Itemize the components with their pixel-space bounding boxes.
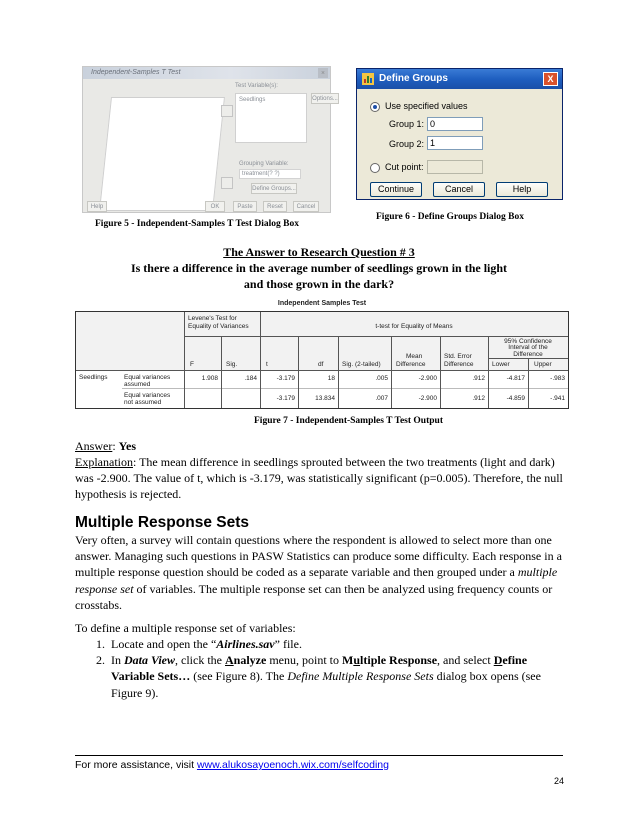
cut-point-field bbox=[427, 160, 483, 174]
row1-se: .912 bbox=[472, 375, 485, 382]
group2-field: 1 bbox=[427, 136, 483, 150]
fig5-define-groups-button: Define Groups... bbox=[251, 183, 297, 194]
row1-sig: .184 bbox=[244, 375, 257, 382]
fig5-grouping-variable-field bbox=[239, 169, 301, 179]
independent-samples-dialog-screenshot bbox=[82, 66, 338, 213]
step-2-text-f: dialog box opens (see Figure 9). bbox=[111, 669, 541, 700]
levene-header-line1: Levene's Test for bbox=[188, 315, 237, 322]
answer-label: Answer bbox=[75, 439, 113, 453]
research-question-line2: and those grown in the dark? bbox=[243, 277, 395, 291]
cut-point-label: Cut point: bbox=[385, 162, 424, 172]
fig6-close-icon: X bbox=[543, 72, 558, 86]
fig6-titlebar bbox=[357, 69, 562, 89]
mr-first: M bbox=[342, 653, 354, 668]
explanation-label: Explanation bbox=[75, 455, 133, 469]
section-heading: Multiple Response Sets bbox=[75, 514, 249, 531]
table-rule bbox=[221, 336, 222, 408]
group2-label: Group 2: bbox=[389, 139, 425, 149]
fig5-help-button: Help bbox=[87, 201, 107, 212]
col-df: df bbox=[318, 361, 324, 368]
step-2-dialog-name: Define Multiple Response Sets bbox=[287, 669, 434, 684]
group1-label: Group 1: bbox=[389, 119, 425, 129]
figure-6-caption: Figure 6 - Define Groups Dialog Box bbox=[376, 212, 524, 222]
footer-prefix: For more assistance, visit bbox=[75, 759, 197, 771]
row2-se: .912 bbox=[472, 395, 485, 402]
explanation-text: : The mean difference in seedlings sprouted between the two treatments (light and dark) was -2.900. The value of t, which is -3.179, was statistically significant (p=0.005). Therefore, the null hypothesis is rejected. bbox=[75, 455, 563, 502]
col-mean-line2: Difference bbox=[396, 361, 426, 368]
col-se-line1: Std. Error bbox=[444, 353, 472, 360]
ttest-header: t-test for Equality of Means bbox=[375, 323, 453, 330]
fig5-window-title: Independent-Samples T Test bbox=[91, 69, 181, 76]
cut-point-radio bbox=[370, 163, 380, 173]
table-rule bbox=[184, 336, 568, 337]
explanation-paragraph bbox=[75, 454, 565, 503]
analyze-mnemonic: A bbox=[225, 653, 234, 668]
table-rule bbox=[184, 312, 185, 408]
fig5-close-icon: × bbox=[318, 68, 328, 78]
row2-lower: -4.859 bbox=[506, 395, 525, 402]
step-1 bbox=[96, 636, 568, 652]
row1-f: 1.908 bbox=[201, 375, 218, 382]
row1-upper: -.983 bbox=[550, 375, 565, 382]
step-1-number: 1. bbox=[96, 637, 105, 651]
row2-df: 13.834 bbox=[315, 395, 335, 402]
use-specified-values-label: Use specified values bbox=[385, 101, 468, 111]
p1-emphasis: multiple response set bbox=[75, 565, 558, 596]
fig5-test-variables-list bbox=[235, 93, 307, 143]
research-question-heading: The Answer to Research Question # 3 bbox=[223, 245, 415, 259]
col-upper: Upper bbox=[534, 361, 552, 368]
spss-app-icon bbox=[362, 73, 374, 85]
answer-line: Answer: Yes bbox=[75, 439, 137, 453]
ci-header-line1: 95% Confidence bbox=[504, 338, 552, 345]
row2-mean: -2.900 bbox=[418, 395, 437, 402]
fig5-test-variable-item: Seedlings bbox=[239, 97, 266, 103]
fig5-cancel-button: Cancel bbox=[293, 201, 319, 212]
independent-samples-test-output bbox=[75, 300, 569, 411]
help-button: Help bbox=[496, 182, 548, 197]
step-2-data-view: Data View bbox=[124, 653, 176, 668]
step-2-analyze-menu bbox=[225, 653, 266, 667]
analyze-rest: nalyze bbox=[233, 653, 267, 668]
steps-list bbox=[96, 636, 568, 701]
step-2-text-b: , click the bbox=[175, 653, 225, 668]
ci-header-line2: Interval of the bbox=[508, 344, 548, 351]
step-2-text-c: menu, point to bbox=[266, 653, 343, 668]
row1-label-line1: Equal variances bbox=[124, 374, 171, 381]
row1-label-line2: assumed bbox=[124, 381, 151, 388]
research-question-line1: Is there a difference in the average number of seedlings grown in the light bbox=[130, 261, 508, 275]
define-groups-dialog-screenshot bbox=[356, 68, 563, 200]
footer bbox=[75, 759, 389, 771]
col-se-line2: Difference bbox=[444, 361, 474, 368]
fig5-ok-button: OK bbox=[205, 201, 225, 212]
row2-label-line2: not assumed bbox=[124, 399, 162, 406]
row-variable-label: Seedlings bbox=[79, 374, 108, 381]
fig6-title: Define Groups bbox=[379, 73, 448, 84]
step-1-text-a: Locate and open the “ bbox=[111, 637, 217, 651]
col-f: F bbox=[190, 361, 194, 368]
answer-value: Yes bbox=[118, 439, 137, 453]
ci-header-line3: Difference bbox=[513, 351, 543, 358]
table-rule bbox=[76, 370, 568, 371]
p1-text-a: Very often, a survey will contain questions where the respondent is allowed to select more than one answer. Managing such questions in PASW Statistics can produce some difficulty. Each response in a multiple response question should be coded as a separate variable and then grouped under a bbox=[75, 533, 562, 580]
col-t: t bbox=[266, 361, 268, 368]
fig5-grouping-variable-value: treatment(? ?) bbox=[242, 171, 280, 177]
fig5-reset-button: Reset bbox=[263, 201, 287, 212]
row1-mean: -2.900 bbox=[418, 375, 437, 382]
step-2-multiple-response bbox=[342, 653, 437, 667]
fig5-move-arrow-icon bbox=[221, 105, 233, 117]
fig5-test-variables-label: Test Variable(s): bbox=[235, 83, 278, 89]
fig5-options-button: Options... bbox=[311, 93, 339, 104]
mr-mnemonic: u bbox=[353, 653, 361, 668]
row1-df: 18 bbox=[327, 375, 335, 382]
col-sig-2tailed: Sig. (2-tailed) bbox=[342, 361, 381, 368]
mr-rest: ltiple Response bbox=[360, 653, 438, 668]
page-number: 24 bbox=[553, 776, 564, 786]
step-2-text-e: (see Figure 8). The bbox=[190, 669, 288, 684]
dvs-rest: efine Variable Sets… bbox=[111, 653, 528, 684]
step-2 bbox=[96, 652, 568, 701]
footer-rule bbox=[75, 755, 563, 756]
fig5-grouping-variable-label: Grouping Variable: bbox=[239, 161, 289, 167]
row2-label-line1: Equal variances bbox=[124, 392, 171, 399]
fig5-variable-list bbox=[99, 97, 225, 211]
col-sig: Sig. bbox=[226, 361, 238, 368]
table-rule bbox=[122, 388, 568, 389]
dvs-mnemonic: D bbox=[493, 653, 503, 668]
fig5-paste-button: Paste bbox=[233, 201, 257, 212]
group1-field: 0 bbox=[427, 117, 483, 131]
col-lower: Lower bbox=[492, 361, 510, 368]
row2-sig2: .007 bbox=[375, 395, 388, 402]
row2-upper: -.941 bbox=[550, 395, 565, 402]
fig5-titlebar bbox=[83, 67, 330, 79]
section-paragraph-1 bbox=[75, 532, 565, 613]
section-paragraph-2: To define a multiple response set of variables: bbox=[75, 621, 296, 635]
continue-button: Continue bbox=[370, 182, 422, 197]
row1-sig2: .005 bbox=[375, 375, 388, 382]
col-mean-line1: Mean bbox=[406, 353, 423, 360]
footer-link[interactable]: www.alukosayoenoch.wix.com/selfcoding bbox=[196, 759, 389, 771]
row2-t: -3.179 bbox=[276, 395, 295, 402]
row1-t: -3.179 bbox=[276, 375, 295, 382]
p1-text-b: of variables. The multiple response set can then be analyzed using frequency counts or crosstabs. bbox=[75, 581, 553, 612]
row1-lower: -4.817 bbox=[506, 375, 525, 382]
step-2-number: 2. bbox=[96, 653, 105, 668]
figure-5-caption: Figure 5 - Independent-Samples T Test Dialog Box bbox=[95, 219, 300, 229]
output-table bbox=[75, 311, 569, 409]
figure-7-caption: Figure 7 - Independent-Samples T Test Output bbox=[254, 416, 443, 426]
step-1-filename: Airlines.sav bbox=[216, 637, 275, 651]
cancel-button: Cancel bbox=[433, 182, 485, 197]
step-2-text-d: , and select bbox=[437, 653, 494, 668]
fig5-move-arrow-icon bbox=[221, 177, 233, 189]
use-specified-values-radio bbox=[370, 102, 380, 112]
output-table-title: Independent Samples Test bbox=[277, 300, 367, 307]
step-2-text-a: In bbox=[111, 653, 124, 668]
step-1-text-b: ” file. bbox=[274, 637, 302, 651]
levene-header-line2: Equality of Variances bbox=[188, 323, 249, 330]
